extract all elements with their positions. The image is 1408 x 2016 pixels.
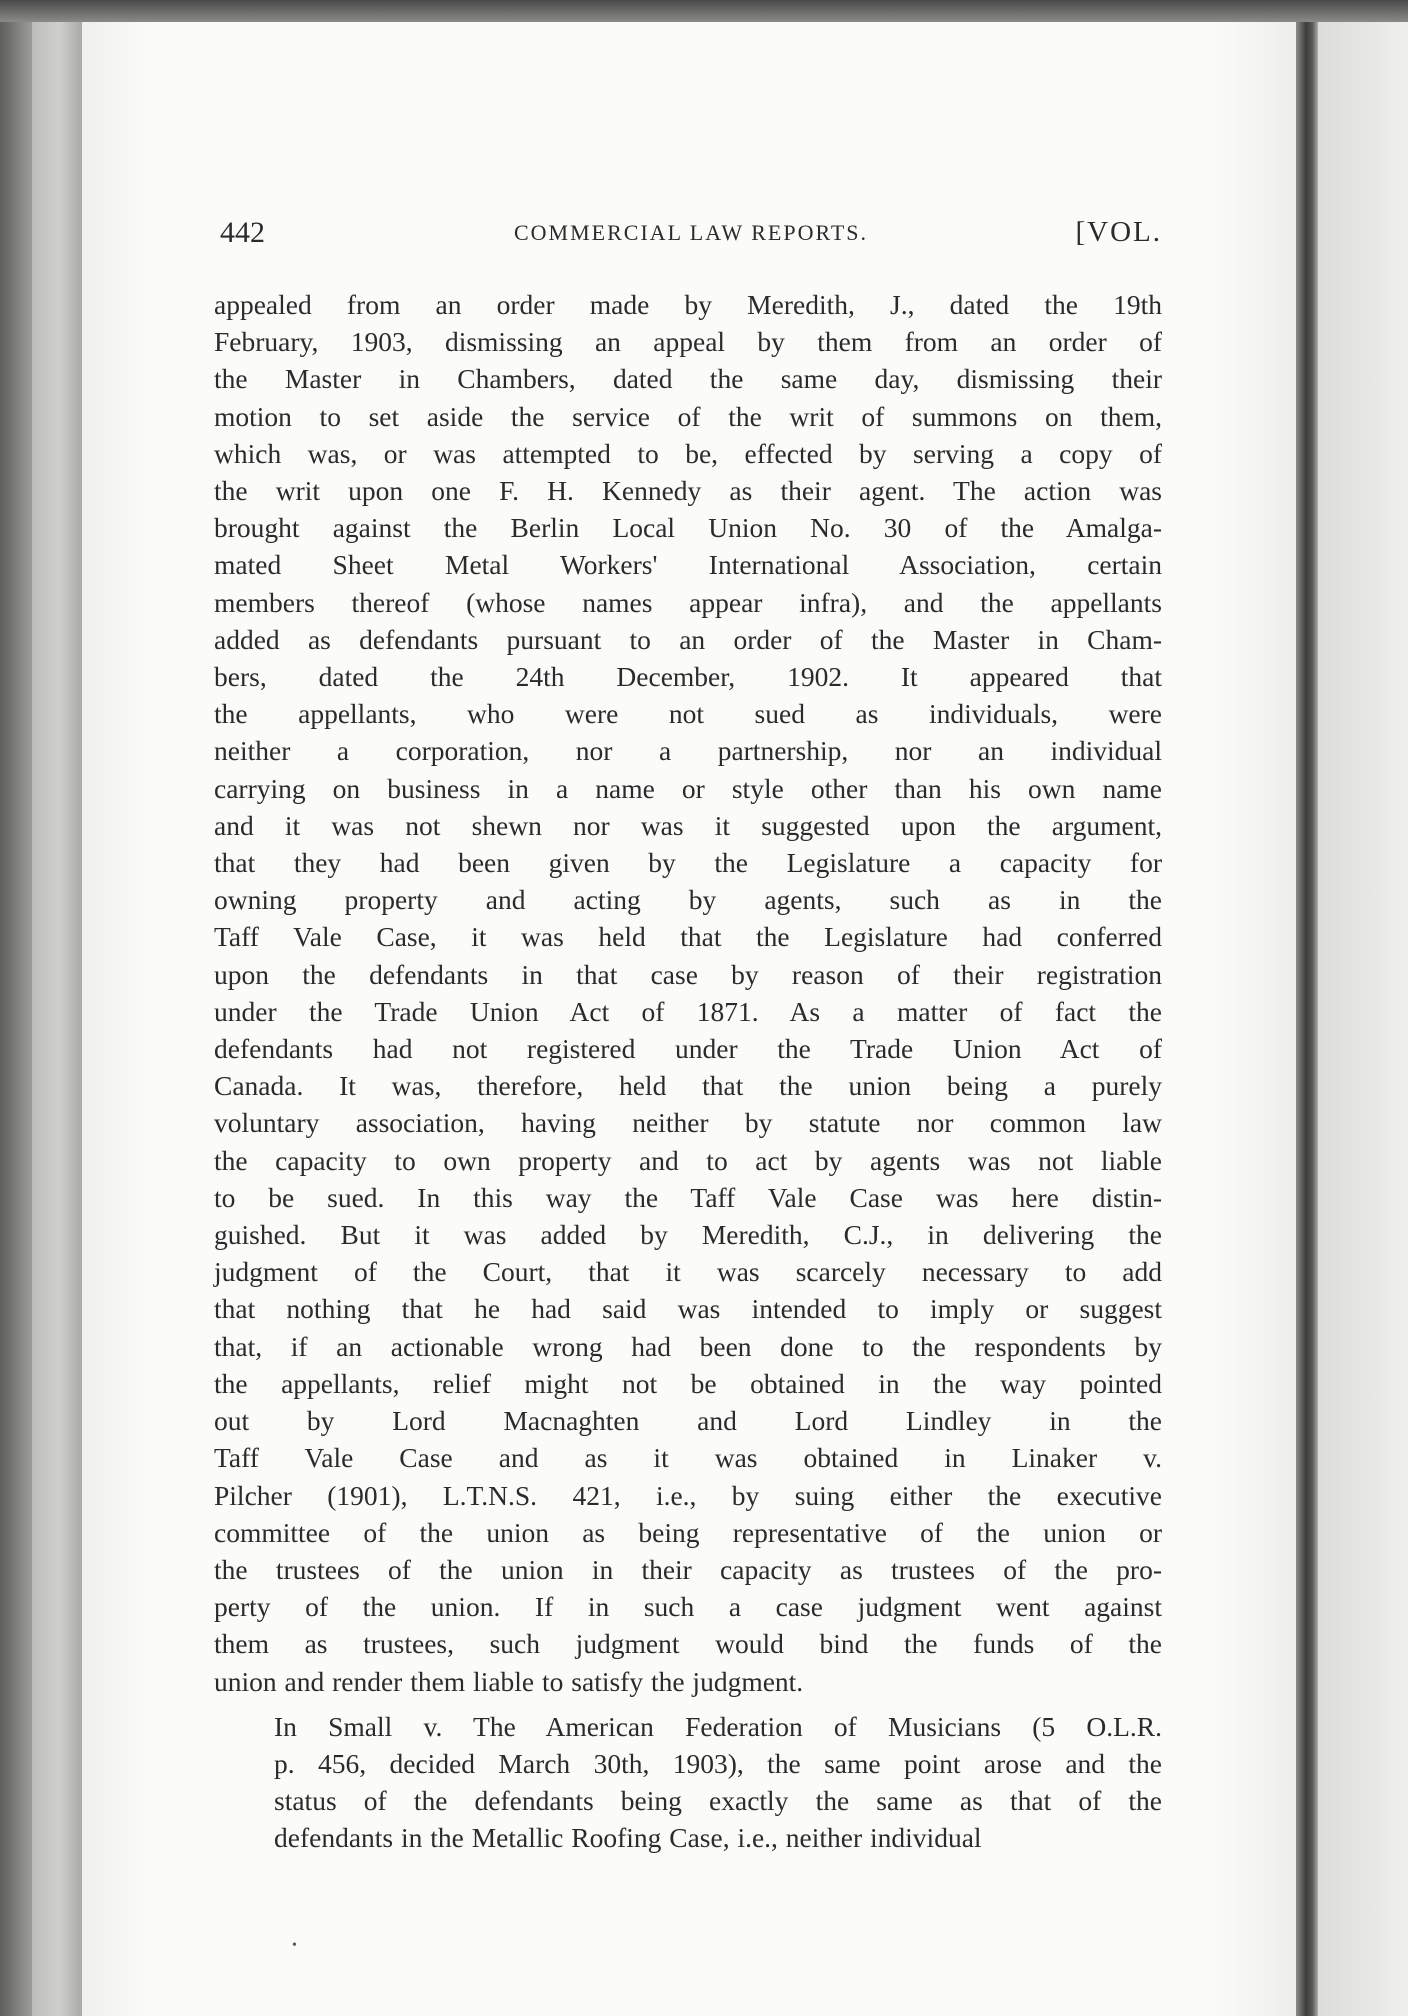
text-line: which was, or was attempted to be, effected by serving a copy of (214, 437, 1162, 469)
scan-top-edge (0, 0, 1408, 22)
text-line: perty of the union. If in such a case judgment went against (214, 1591, 1162, 1623)
text-line: carrying on business in a name or style other than his own name (214, 772, 1162, 804)
text-line: that they had been given by the Legislature a capacity for (214, 847, 1162, 879)
volume-mark: [VOL. (1075, 216, 1162, 248)
text-line: neither a corporation, nor a partnership, nor an individual (214, 735, 1162, 767)
text-line: out by Lord Macnaghten and Lord Lindley in the (214, 1405, 1162, 1437)
text-line: the writ upon one F. H. Kennedy as their agent. The action was (214, 475, 1162, 507)
page-content (214, 212, 1162, 1865)
text-line: Pilcher (1901), L.T.N.S. 421, i.e., by suing either the executive (214, 1479, 1162, 1511)
text-line: Taff Vale Case and as it was obtained in Linaker v. (214, 1442, 1162, 1474)
text-line: mated Sheet Metal Workers' International Association, certain (214, 549, 1162, 581)
page-number: 442 (220, 216, 265, 249)
paragraph (214, 1708, 1162, 1857)
text-line: them as trustees, such judgment would bind the funds of the (214, 1628, 1162, 1660)
text-line: guished. But it was added by Meredith, C.J., in delivering the (214, 1219, 1162, 1251)
text-line: defendants in the Metallic Roofing Case, i.e., neither individual (274, 1822, 982, 1854)
facing-page (1318, 22, 1408, 2016)
body-text (214, 286, 1162, 1857)
text-line: defendants had not registered under the Trade Union Act of (214, 1033, 1162, 1065)
text-line: brought against the Berlin Local Union No. 30 of the Amalga- (214, 512, 1162, 544)
page-stack-edge (32, 22, 82, 2016)
paragraph (214, 286, 1162, 1700)
text-line: p. 456, decided March 30th, 1903), the same point arose and the (274, 1747, 1162, 1779)
text-line: the Master in Chambers, dated the same day, dismissing their (214, 363, 1162, 395)
text-line: union and render them liable to satisfy the judgment. (214, 1665, 804, 1697)
text-line: that, if an actionable wrong had been done to the respondents by (214, 1330, 1162, 1362)
book-gutter (1296, 22, 1318, 2016)
text-line: judgment of the Court, that it was scarcely necessary to add (214, 1256, 1162, 1288)
text-line: under the Trade Union Act of 1871. As a matter of fact the (214, 995, 1162, 1027)
text-line: Canada. It was, therefore, held that the union being a purely (214, 1070, 1162, 1102)
running-head (220, 212, 1162, 262)
text-line: committee of the union as being representative of the union or (214, 1516, 1162, 1548)
text-line: voluntary association, having neither by statute nor common law (214, 1107, 1162, 1139)
text-line: upon the defendants in that case by reason of their registration (214, 958, 1162, 990)
text-line: bers, dated the 24th December, 1902. It appeared that (214, 661, 1162, 693)
text-line: the capacity to own property and to act by agents was not liable (214, 1144, 1162, 1176)
text-line: and it was not shewn nor was it suggested upon the argument, (214, 809, 1162, 841)
text-line: members thereof (whose names appear infra), and the appellants (214, 586, 1162, 618)
text-line: motion to set aside the service of the writ of summons on them, (214, 400, 1162, 432)
text-line: owning property and acting by agents, such as in the (214, 884, 1162, 916)
book-spine-shadow (0, 22, 32, 2016)
text-line: to be sued. In this way the Taff Vale Case was here distin- (214, 1181, 1162, 1213)
text-line: the trustees of the union in their capacity as trustees of the pro- (214, 1553, 1162, 1585)
text-line: In Small v. The American Federation of Musicians (5 O.L.R. (274, 1710, 1162, 1742)
text-line: the appellants, who were not sued as individuals, were (214, 698, 1162, 730)
text-line: added as defendants pursuant to an order of the Master in Cham- (214, 623, 1162, 655)
text-line: that nothing that he had said was intended to imply or suggest (214, 1293, 1162, 1325)
running-title: COMMERCIAL LAW REPORTS. (514, 220, 868, 245)
margin-speck: • (292, 1938, 297, 1953)
text-line: status of the defendants being exactly the same as that of the (274, 1785, 1162, 1817)
text-line: February, 1903, dismissing an appeal by them from an order of (214, 326, 1162, 358)
text-line: the appellants, relief might not be obtained in the way pointed (214, 1367, 1162, 1399)
text-line: Taff Vale Case, it was held that the Legislature had conferred (214, 921, 1162, 953)
text-line: appealed from an order made by Meredith, J., dated the 19th (214, 289, 1162, 320)
